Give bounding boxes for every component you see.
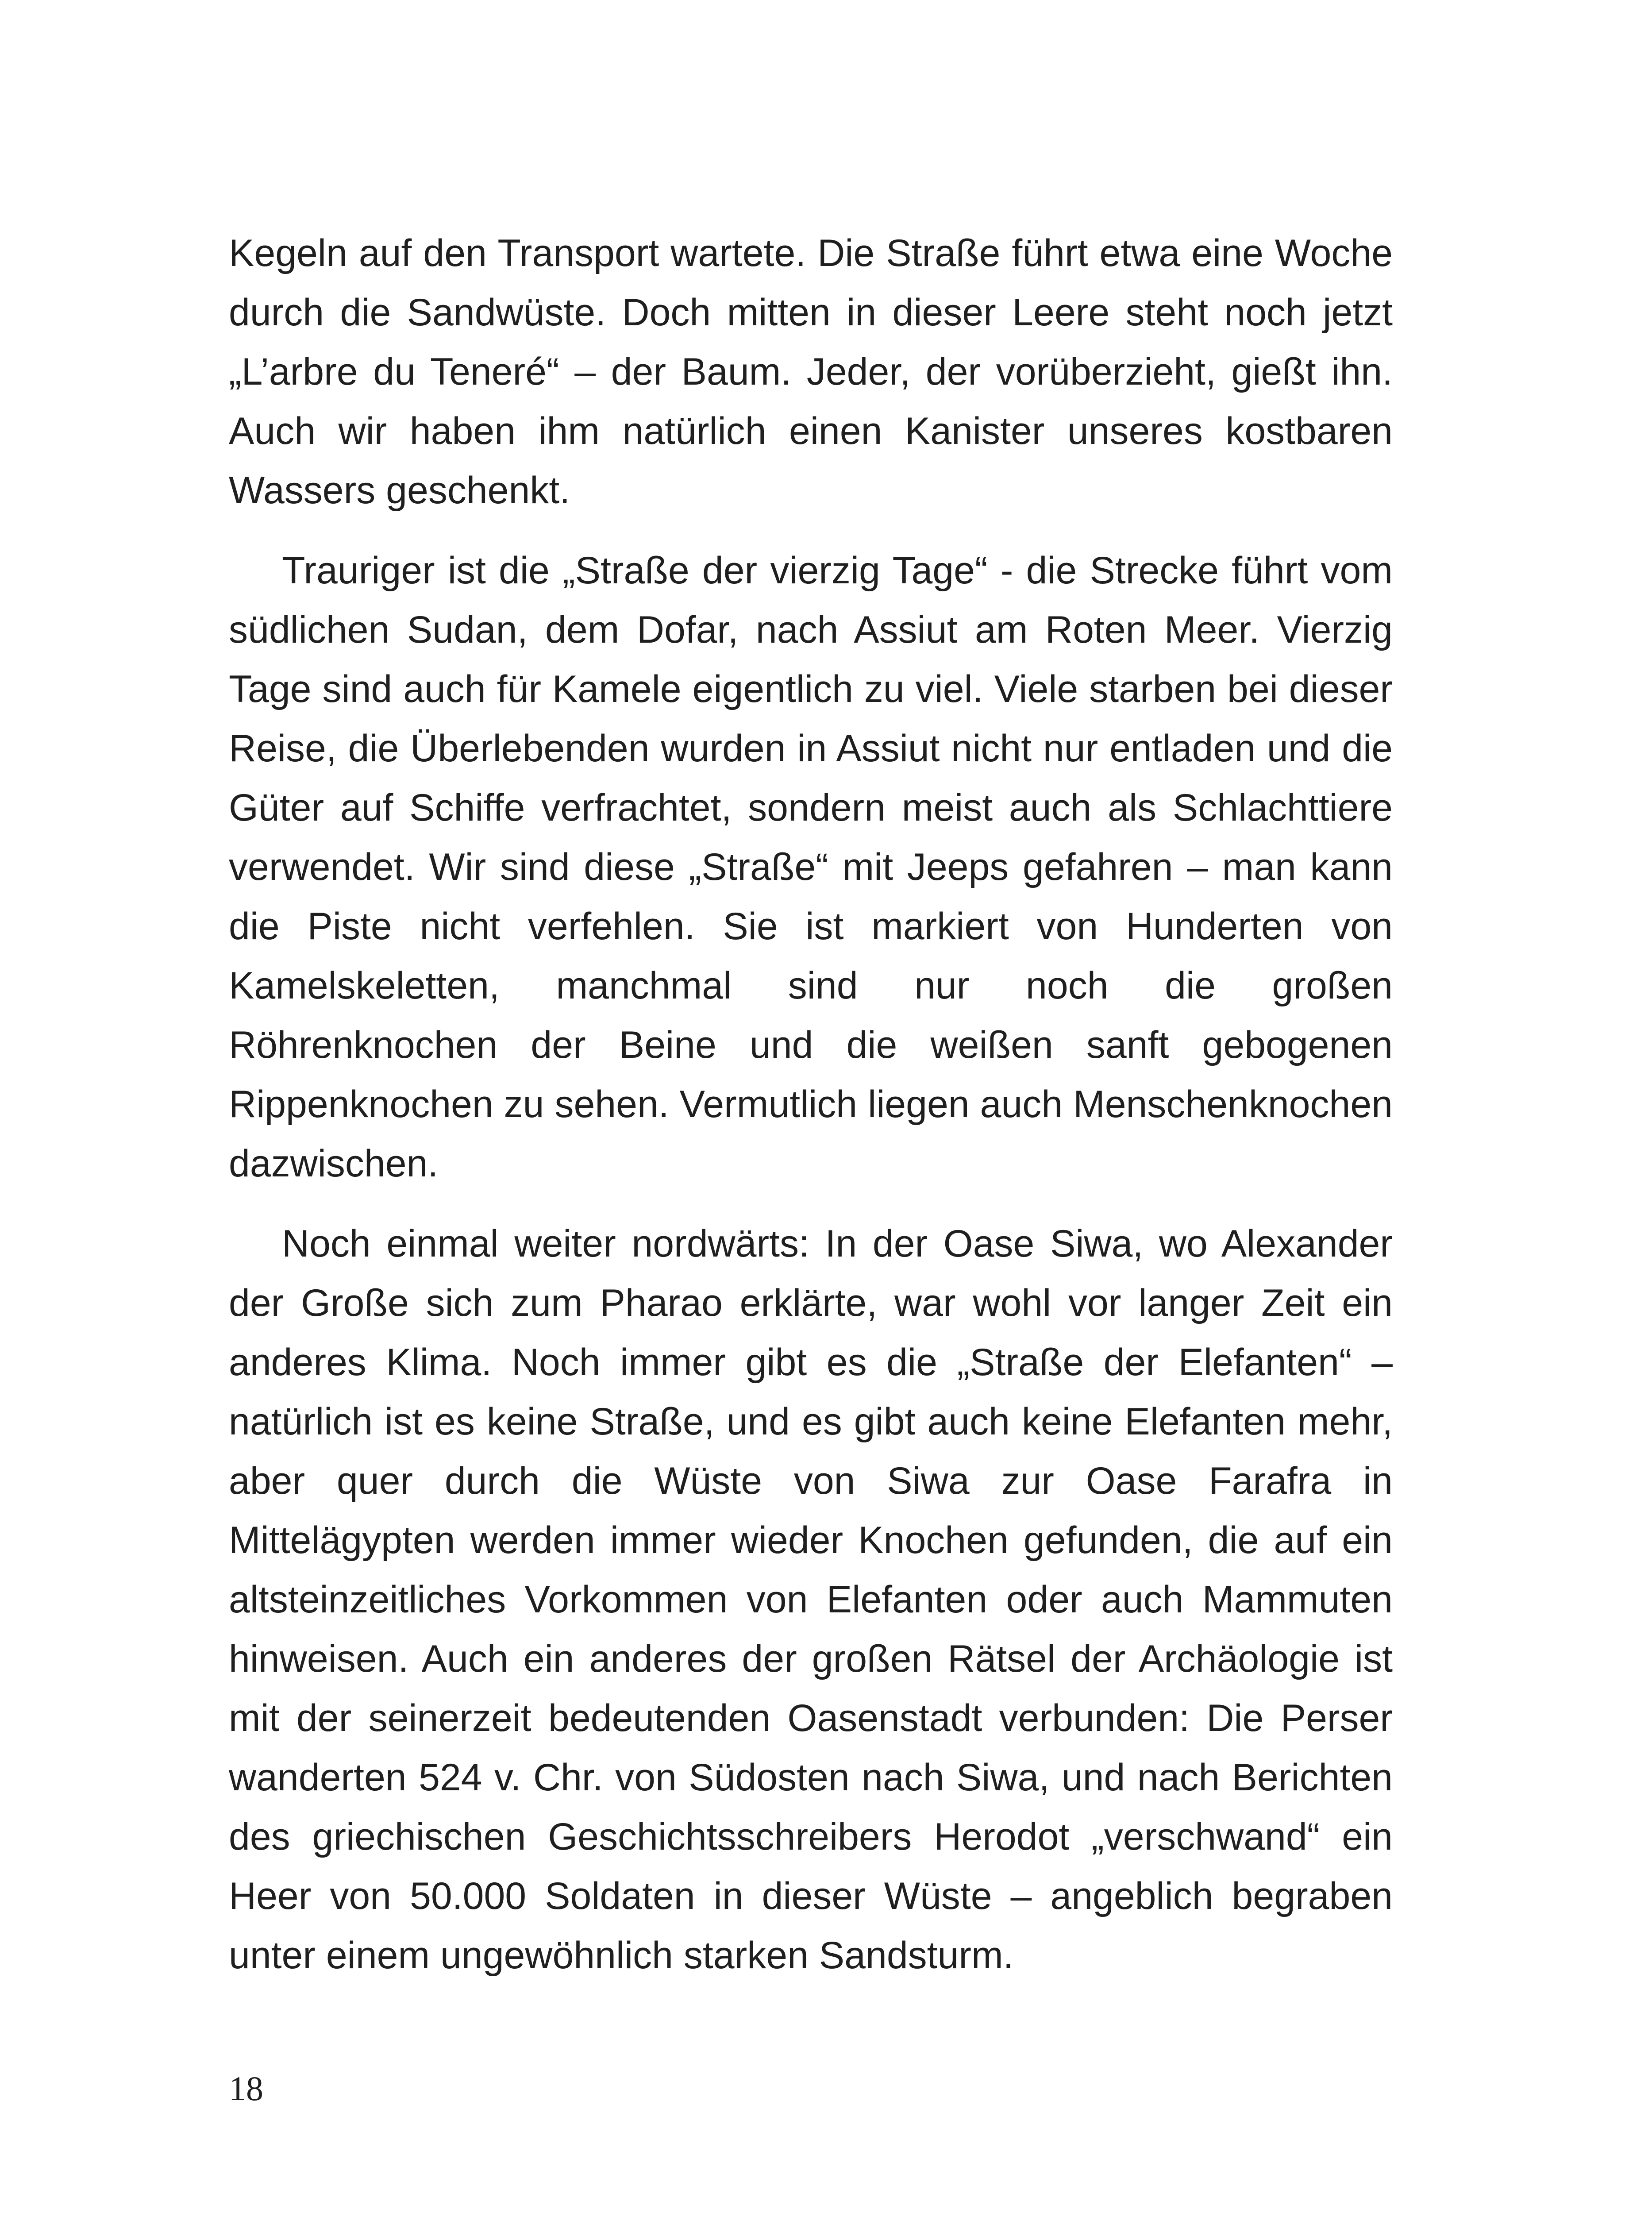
body-text	[229, 224, 1393, 2006]
paragraph-strasse-der-vierzig-tage: Trauriger ist die „Straße der vierzig Tage“ - die Strecke führt vom südlichen Sudan, dem Dofar, nach Assiut am Roten Meer. Vierzig Tage sind auch für Kamele eigentlich zu viel. Viele starben bei dieser Reise, die Überlebenden wurden in Assiut nicht nur entladen und die Güter auf Schiffe verfrachtet, sondern meist auch als Schlachttiere verwendet. Wir sind diese „Straße“ mit Jeeps gefahren – man kann die Piste nicht verfehlen. Sie ist markiert von Hunderten von Kamelskeletten, manchmal sind nur noch die großen Röhrenknochen der Beine und die weißen sanft gebogenen Rippenknochen zu sehen. Vermutlich liegen auch Menschenknochen dazwischen.	[229, 549, 1393, 1185]
page-number: 18	[229, 2069, 263, 2108]
paragraph-transport-wartete: Kegeln auf den Transport wartete. Die Straße führt etwa eine Woche durch die Sandwüste. Doch mitten in dieser Leere steht noch jetzt „L’arbre du Teneré“ – der Baum. Jeder, der vorüberzieht, gießt ihn. Auch wir haben ihm natürlich einen Kanister unseres kostbaren Wassers geschenkt.	[229, 232, 1393, 512]
paragraph-oase-siwa: Noch einmal weiter nordwärts: In der Oase Siwa, wo Alexander der Große sich zum Pharao erklärte, war wohl vor langer Zeit ein anderes Klima. Noch immer gibt es die „Straße der Elefanten“ – natürlich ist es keine Straße, und es gibt auch keine Elefanten mehr, aber quer durch die Wüste von Siwa zur Oase Farafra in Mittelägypten werden immer wieder Knochen gefunden, die auf ein altsteinzeitliches Vorkommen von Elefanten oder auch Mammuten hinweisen. Auch ein anderes der großen Rätsel der Archäologie ist mit der seinerzeit bedeutenden Oasenstadt verbunden: Die Perser wanderten 524 v. Chr. von Südosten nach Siwa, und nach Berichten des griechischen Geschichtsschreibers Herodot „verschwand“ ein Heer von 50.000 Soldaten in dieser Wüste – angeblich begraben unter einem ungewöhnlich starken Sandsturm.	[229, 1222, 1393, 1977]
